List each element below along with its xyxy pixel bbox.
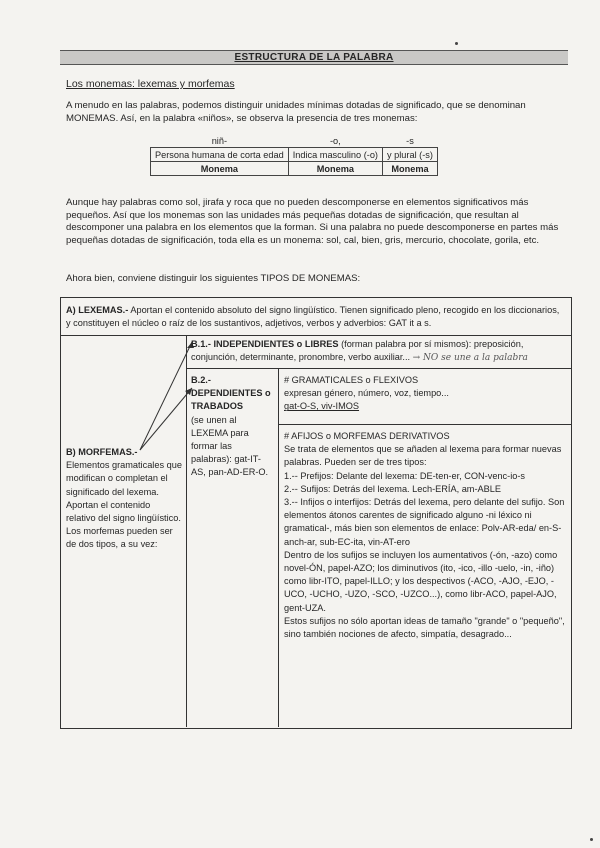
afijo-item: 1.-- Prefijos: Delante del lexema: DE-ten-er, CON-venc-io-s	[284, 470, 525, 481]
divider	[186, 368, 571, 369]
afijo-item: 2.-- Sufijos: Detrás del lexema. Lech-ERÍA, am-ABLE	[284, 483, 502, 494]
morfemas-text: Elementos gramaticales que modifican o completan el significado del lexema. Aportan el contenido relativo del signo lingüístico. Los morfemas pueden ser de dos tipos, a su vez:	[66, 460, 182, 550]
b1-handwritten-note: → NO se une a la palabra	[412, 353, 528, 364]
second-paragraph: Aunque hay palabras como sol, jirafa y roca que no pueden descomponerse en elementos significativos más pequeños. Así que los monemas son las unidades más pequeñas dotadas de significación, que resultan al descomponer una palabra en los elementos que la forman. Si una palabra no puede descomponerse en partes más pequeñas dotadas de significación, toda ella es un monema: sol, cal, bien, gris, mercurio, chocolate, gorila, etc.	[66, 197, 559, 246]
section-subtitle: Los monemas: lexemas y morfemas	[66, 78, 235, 90]
intro-paragraph: A menudo en las palabras, podemos distinguir unidades mínimas dotadas de significado, que se denominan MONEMAS. Así, en la palabra «niños», se observa la presencia de tres monemas:	[66, 100, 526, 124]
types-intro: Ahora bien, conviene distinguir los siguientes TIPOS DE MONEMAS:	[66, 273, 361, 284]
b2-cell	[191, 374, 275, 480]
gramaticales-example: gat-O-S, viv-IMOS	[284, 401, 360, 412]
b1-cell	[191, 338, 567, 365]
monema-meaning: Indica masculino (-o)	[288, 148, 382, 162]
b2-heading: B.2.- DEPENDIENTES o TRABADOS	[191, 375, 271, 412]
morfemas-heading: B) MORFEMAS.-	[66, 447, 138, 457]
monema-label: Monema	[383, 162, 438, 176]
monema-part: -s	[383, 134, 438, 148]
gramaticales-cell	[284, 374, 566, 414]
divider	[278, 368, 279, 727]
divider	[60, 335, 571, 336]
monema-part: -o,	[288, 134, 382, 148]
monema-meaning: y plural (-s)	[383, 148, 438, 162]
gramaticales-line: expresan género, número, voz, tiempo...	[284, 388, 449, 399]
afijo-item: 3.-- Infijos o interfijos: Detrás del lexema, pero delante del sufijo. Son elementos átonos carentes de significado alguno -ni léxico ni gramatical-, más bien son elementos de enlace: Polv-AR-eda/ en-S-anch-ar, sub-EC-ita, vin-AT-ero	[284, 497, 565, 547]
page-title: ESTRUCTURA DE LA PALABRA	[60, 50, 568, 65]
gramaticales-heading: # GRAMATICALES o FLEXIVOS	[284, 375, 419, 385]
lexemas-cell	[66, 304, 566, 330]
b1-heading: B.1.- INDEPENDIENTES o LIBRES	[191, 339, 339, 349]
afijos-intro: Se trata de elementos que se añaden al lexema para formar nuevas palabras. Pueden ser de tres tipos:	[284, 444, 562, 468]
monema-label: Monema	[288, 162, 382, 176]
monema-label: Monema	[151, 162, 289, 176]
afijos-heading: # AFIJOS o MORFEMAS DERIVATIVOS	[284, 431, 450, 441]
afijos-cell	[284, 430, 566, 641]
monemas-table	[150, 134, 438, 176]
b2-text: (se unen al LEXEMA para formar las palabras): gat-IT-AS, pan-AD-ER-O.	[191, 414, 269, 478]
scan-speck	[455, 42, 458, 45]
monema-part: niñ-	[151, 134, 289, 148]
morfemas-cell	[66, 446, 182, 552]
monema-meaning: Persona humana de corta edad	[151, 148, 289, 162]
lexemas-heading: A) LEXEMAS.-	[66, 305, 129, 315]
scan-speck	[590, 838, 593, 841]
b1-text: (forman palabra por sí mismos): preposición, conjunción, determinante, pronombre, verbo auxiliar...	[191, 339, 524, 363]
sufijos-text: Dentro de los sufijos se incluyen los aumentativos (-ón, -azo) como novel-ÓN, papel-AZO; los diminutivos (ito, -ico, -illo -uelo, -in, -iño) como libr-ITO, papel-ILLO; y los despectivos (-ACO, -AJO, -EJO, -UCO, -UCHO, -UZO, -SCO, -UZCO...), como libr-ACO, papel-AJO, gent-UZA.	[284, 549, 558, 613]
divider	[278, 424, 571, 425]
sufijos-final: Estos sufijos no sólo aportan ideas de tamaño "grande" o "pequeño", sino también nociones de afecto, simpatía, desagrado...	[284, 615, 565, 640]
lexemas-text: Aportan el contenido absoluto del signo lingüístico. Tienen significado pleno, recogido en los diccionarios, y constituyen el núcleo o raíz de los sustantivos, adjetivos, verbos y adverbios: GAT it a s.	[66, 305, 560, 329]
